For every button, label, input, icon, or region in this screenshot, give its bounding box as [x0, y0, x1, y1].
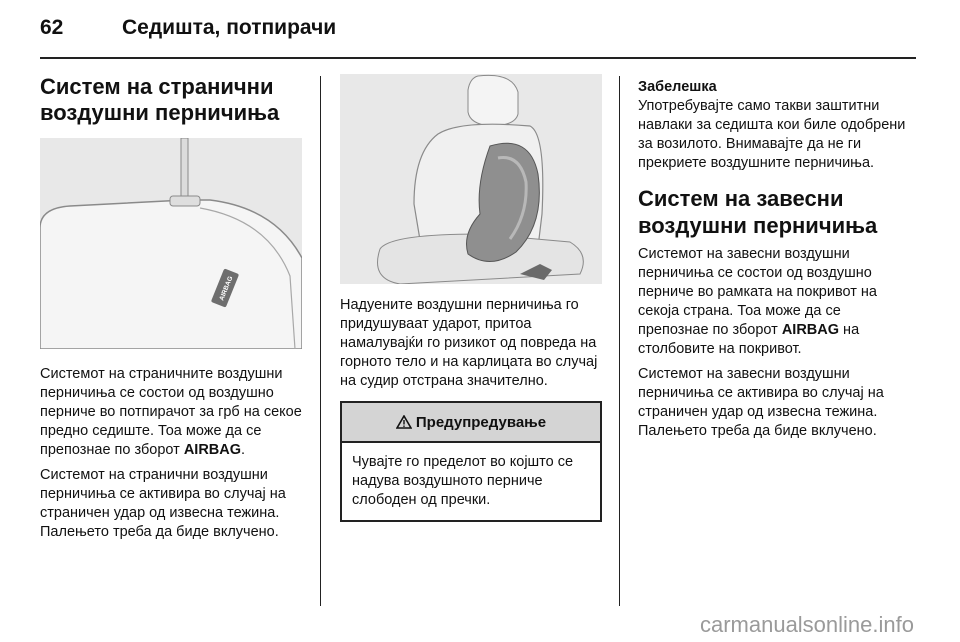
side-airbag-paragraph-2: Системот на странични воздушни перничиња се активира во случај на страничен удар од извесна тежина. Палењето треба да биде вклучено. [40, 467, 286, 540]
svg-text:AIRBAG: AIRBAG [218, 275, 235, 302]
column-divider-right [619, 76, 620, 606]
warning-box [340, 401, 602, 522]
curtain-airbag-paragraph-1: Системот на завесни воздушни перничиња се состои од воздушно перниче во рамката на покривот на секоја страна. Тоа може да се препознае по зборот AIRBAG на столбовите на покривот. [638, 246, 877, 357]
page-header [40, 0, 912, 58]
note-text: Употребувајте само такви заштитни навлаки за седишта кои биле одобрени за возилото. Внимавајте да не ги прекриете воздушните перничиња. [638, 98, 906, 171]
warning-text: Чувајте го пределот во којшто се надува воздушното перниче слободен од пречки. [352, 454, 574, 508]
inflated-side-airbag-figure [340, 74, 602, 284]
seat-backrest-airbag-figure [40, 138, 302, 349]
warning-header [342, 403, 600, 443]
warning-body [342, 443, 600, 520]
side-airbag-paragraph-1: Системот на страничните воздушни перничиња се состои од воздушно перниче во потпирачот за грб на секое предно седиште. Тоа може да се препознае по зборот AIRBAG. [40, 366, 302, 458]
column-2 [340, 74, 605, 522]
header-rule [40, 57, 916, 59]
column-1 [40, 74, 308, 548]
column-divider-left [320, 76, 321, 606]
watermark-text: carmanualsonline.info [699, 612, 914, 637]
page-number: 62 [40, 16, 64, 39]
warning-title: Предупредување [415, 413, 547, 431]
curtain-airbag-heading: Систем на завесни воздушни перничиња [638, 186, 878, 238]
curtain-airbag-paragraph-2: Системот на завесни воздушни перничиња се активира во случај на страничен удар од извесна тежина. Палењето треба да биде вклучено. [638, 366, 884, 439]
warning-triangle-icon [396, 415, 412, 429]
column-3 [638, 78, 908, 447]
side-airbag-heading: Систем на странични воздушни перничиња [40, 74, 280, 125]
note-title: Забелешка [638, 79, 717, 95]
airbag-effect-paragraph: Надуените воздушни перничиња го придушуваат ударот, притоа намалувајќи го ризикот од повреда на горното тело и на карлицата во случај на судир отстрана значително. [340, 297, 598, 389]
page-section-title: Седишта, потпирачи [122, 16, 337, 39]
